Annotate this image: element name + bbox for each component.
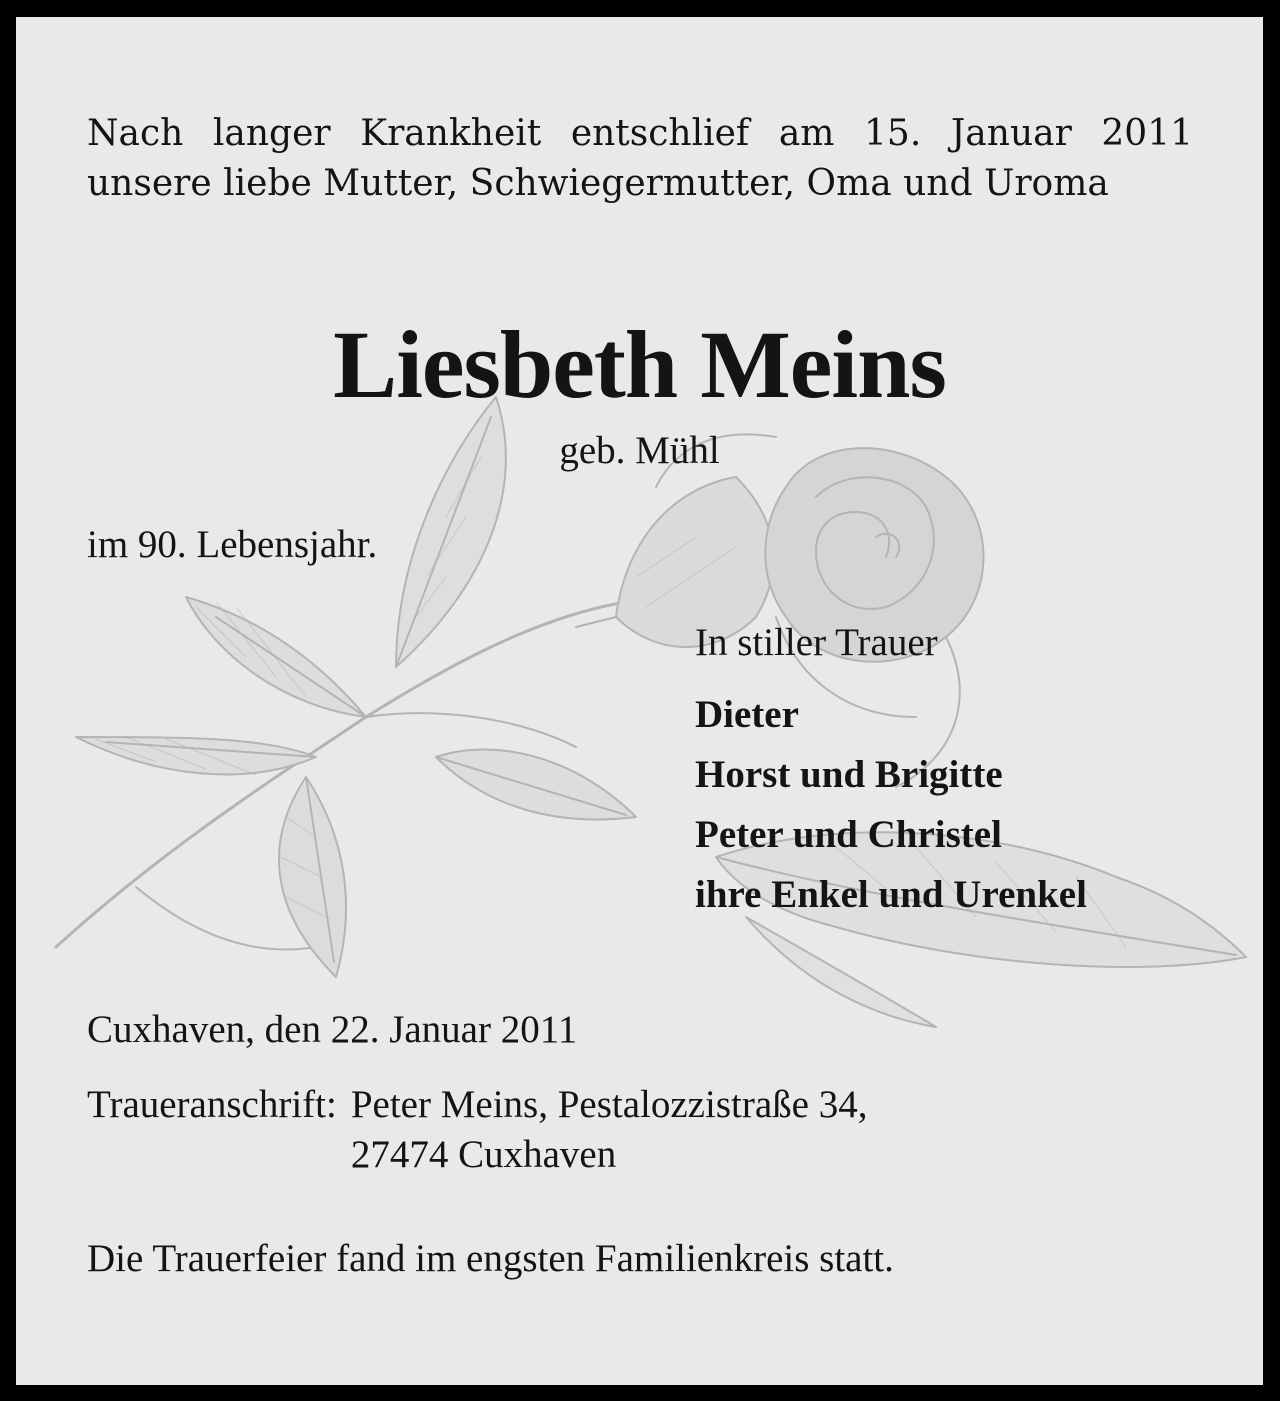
- maiden-name: geb. Mühl: [559, 429, 720, 472]
- mourner-item: Dieter: [695, 693, 799, 736]
- mourners-lead: In stiller Trauer: [695, 621, 938, 664]
- place-date: Cuxhaven, den 22. Januar 2011: [87, 1008, 578, 1051]
- closing-text: Die Trauerfeier fand im engsten Familienkreis statt.: [87, 1237, 894, 1280]
- mourning-address: [87, 1080, 867, 1180]
- address-line-2: 27474 Cuxhaven: [350, 1133, 617, 1176]
- address-lines: [351, 1080, 868, 1180]
- deceased-name: Liesbeth Meins: [333, 311, 946, 418]
- intro-text: Nach langer Krankheit entschlief am 15. Januar 2011 unsere liebe Mutter, Schwiegermutter, Oma und Uroma: [87, 113, 1193, 204]
- address-label: Traueranschrift:: [87, 1083, 337, 1126]
- obituary-notice: [16, 17, 1263, 1385]
- mourner-item: Peter und Christel: [695, 813, 1002, 856]
- age-text: im 90. Lebensjahr.: [87, 523, 378, 566]
- mourner-item: Horst und Brigitte: [695, 753, 1003, 796]
- mourner-item: ihre Enkel und Urenkel: [695, 873, 1087, 916]
- mourners-list: [695, 685, 1087, 925]
- address-line-1: Peter Meins, Pestalozzistraße 34,: [350, 1083, 868, 1126]
- mourners-block: [695, 619, 1087, 925]
